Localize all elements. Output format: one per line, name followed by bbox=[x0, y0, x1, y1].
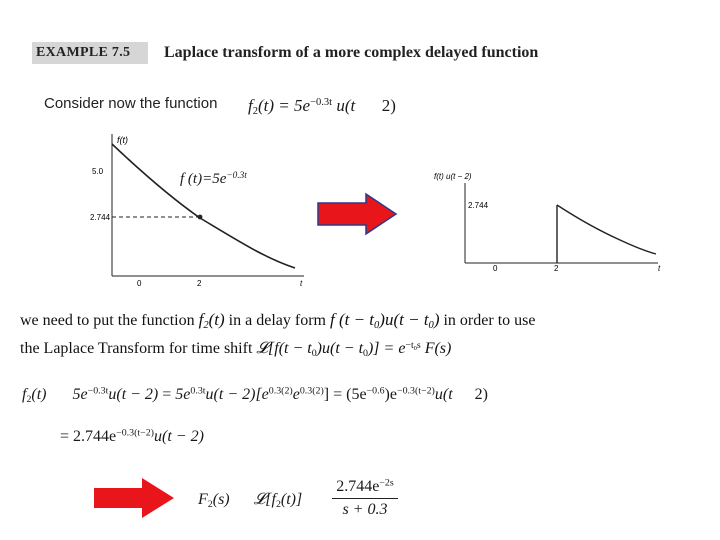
y-tick-5: 5.0 bbox=[92, 167, 104, 176]
equation-1: $f_2(t) 5e^{-0.3t}u(t - 2) = 5e^{0.3t}u(t - 2)[e^{0.3(2)}e^{0.3(2)}] = (5e^{-0.6})e^{-0.3(t-2)}u(t$ 2) bbox=[22, 385, 488, 405]
intro-text: Consider now the function bbox=[44, 95, 218, 112]
x-tick-2: 2 bbox=[554, 264, 559, 273]
graph-exponential-decay bbox=[90, 130, 320, 290]
delay-line-2: the Laplace Transform for time shift 𝓛[f(t − $t_0)u(t - t_0)] = e^{-t_0s}$ F(s) bbox=[20, 339, 452, 359]
intro-function: $f_2(t) = 5e^{-0.3t}$ u(t 2) bbox=[248, 96, 396, 118]
y-axis-label: f(t) u(t − 2) bbox=[434, 172, 472, 181]
x-tick-0: 0 bbox=[493, 264, 498, 273]
x-tick-2: 2 bbox=[197, 279, 202, 288]
example-title: Laplace transform of a more complex delayed function bbox=[164, 44, 539, 61]
equation-2: = $2.744e^{-0.3(t-2)}u(t - 2)$ bbox=[60, 427, 204, 445]
decay-curve bbox=[112, 144, 295, 268]
y-axis-label: f(t) bbox=[117, 135, 128, 145]
arrow-shape bbox=[94, 478, 174, 518]
delay-line-1: we need to put the function $f_2(t)$ in a delay form f $(t - t_0)u(t - t_0)$ in order to use bbox=[20, 310, 536, 332]
x-axis-label: t bbox=[300, 279, 303, 288]
equation-3: $F_2(s)$ $𝓛[f_2(t)]$ $\frac{2.744e^{-2s}}{s + 0.3}$ bbox=[198, 478, 398, 519]
marker-point bbox=[198, 215, 203, 220]
arrow-right-icon-bottom bbox=[92, 476, 176, 520]
example-label: EXAMPLE 7.5 bbox=[32, 42, 148, 64]
y-tick-2744: 2.744 bbox=[468, 201, 489, 210]
graph-delayed-function bbox=[430, 165, 670, 280]
arrow-right-icon bbox=[316, 192, 398, 236]
laplace-fraction: $\frac{2.744e^{-2s}}{s + 0.3}$ bbox=[332, 478, 398, 519]
x-tick-0: 0 bbox=[137, 279, 142, 288]
y-tick-2744: 2.744 bbox=[90, 213, 111, 222]
curve-label: f $(t)=5e^{-0.3t}$ bbox=[180, 170, 247, 187]
arrow-shape bbox=[318, 194, 396, 234]
x-axis-label: t bbox=[658, 264, 661, 273]
delayed-curve bbox=[557, 205, 656, 254]
